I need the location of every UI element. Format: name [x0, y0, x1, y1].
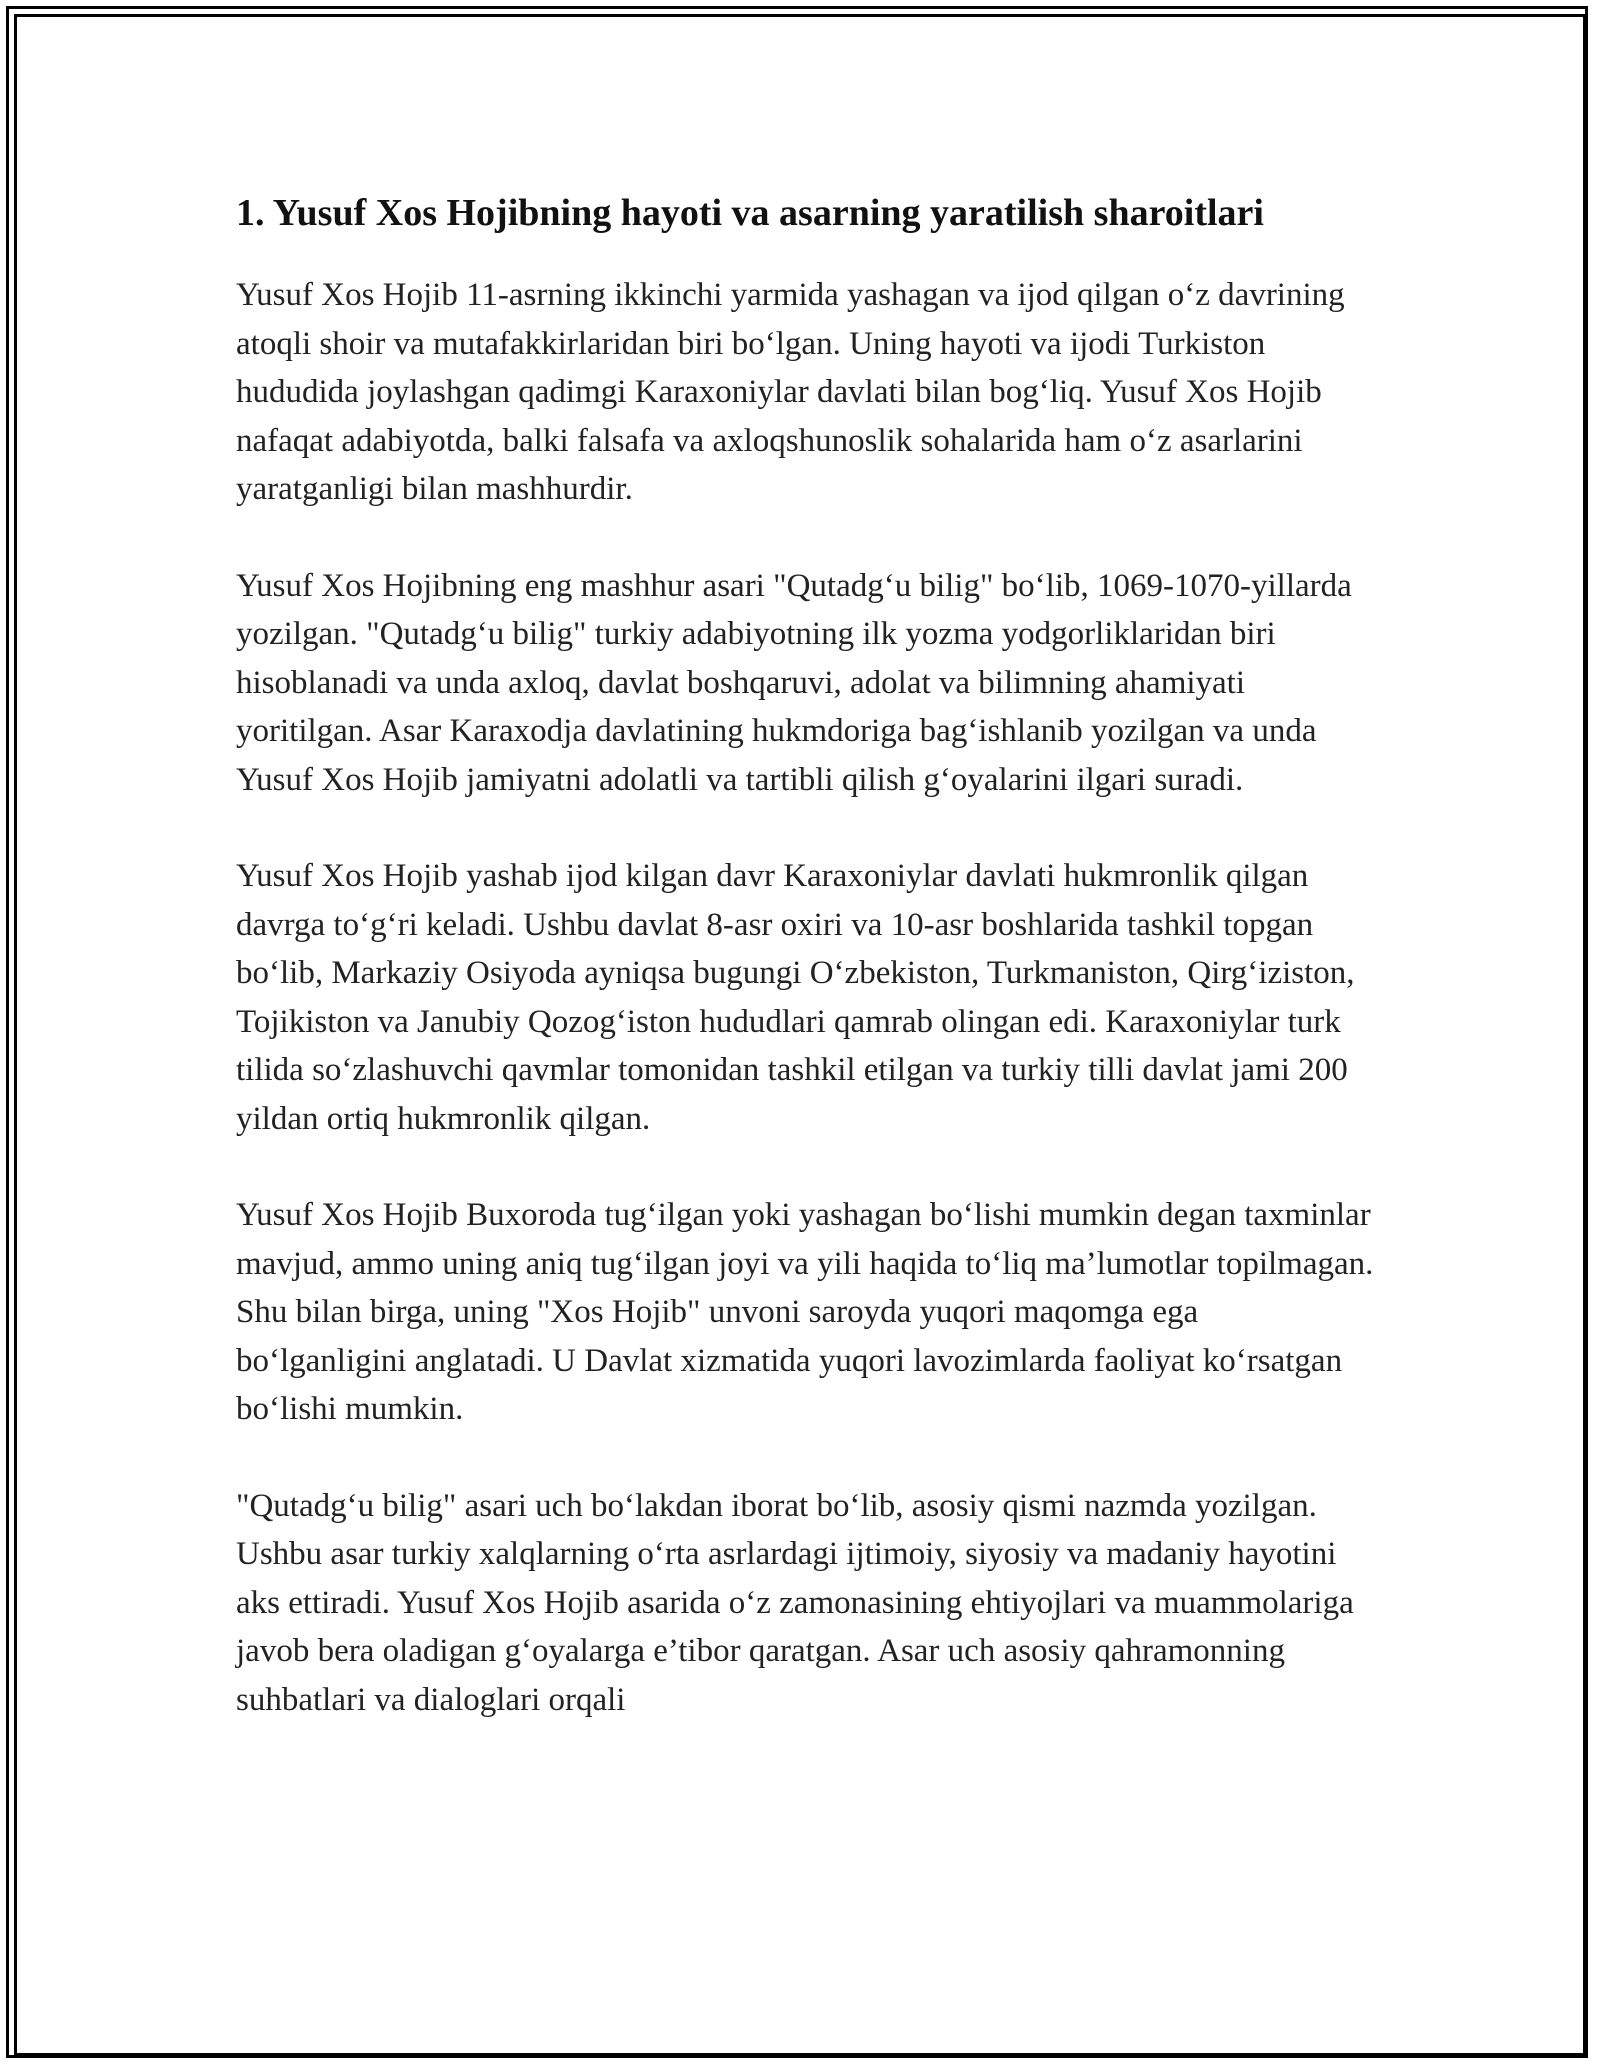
section-heading: 1. Yusuf Xos Hojibning hayoti va asarning yaratilish sharoitlari	[236, 192, 1264, 234]
paragraph-5: "Qutadg‘u bilig" asari uch bo‘lakdan iborat bo‘lib, asosiy qismi nazmda yozilgan. Ushbu asar turkiy xalqlarning o‘rta asrlardagi ijtimoiy, siyosiy va madaniy hayotini aks ettiradi. Yusuf Xos Hojib asarida o‘z zamonasining ehtiyojlari va muammolariga javob bera oladigan g‘oyalarga e’tibor qaratgan. Asar uch asosiy qahramonning suhbatlari va dialoglari orqali	[236, 1487, 1354, 1718]
paragraph-3: Yusuf Xos Hojib yashab ijod kilgan davr Karaxoniylar davlati hukmronlik qilgan davrga to‘g‘ri keladi. Ushbu davlat 8-asr oxiri va 10-asr boshlarida tashkil topgan bo‘lib, Markaziy Osiyoda ayniqsa bugungi O‘zbekiston, Turkmaniston, Qirg‘iziston, Tojikiston va Janubiy Qozog‘iston hududlari qamrab olingan edi. Karaxoniylar turk tilida so‘zlashuvchi qavmlar tomonidan tashkil etilgan va turkiy tilli davlat jami 200 yildan ortiq hukmronlik qilgan.	[236, 858, 1355, 1137]
paragraph-1: Yusuf Xos Hojib 11-asrning ikkinchi yarmida yashagan va ijod qilgan o‘z davrining atoqli shoir va mutafakkirlaridan biri bo‘lgan. Uning hayoti va ijodi Turkiston hududida joylashgan qadimgi Karaxoniylar davlati bilan bog‘liq. Yusuf Xos Hojib nafaqat adabiyotda, balki falsafa va axloqshunoslik sohalarida ham o‘z asarlarini yaratganligi bilan mashhurdir.	[236, 277, 1345, 507]
paragraph-4: Yusuf Xos Hojib Buxoroda tug‘ilgan yoki yashagan bo‘lishi mumkin degan taxminlar mavjud, ammo uning aniq tug‘ilgan joyi va yili haqida to‘liq ma’lumotlar topilmagan. Shu bilan birga, uning "Xos Hojib" unvoni saroyda yuqori maqomga ega bo‘lganligini anglatadi. U Davlat xizmatida yuqori lavozimlarda faoliyat ko‘rsatgan bo‘lishi mumkin.	[236, 1197, 1374, 1427]
document-body	[236, 185, 1376, 1772]
paragraph-2: Yusuf Xos Hojibning eng mashhur asari "Qutadg‘u bilig" bo‘lib, 1069-1070-yillarda yozilgan. "Qutadg‘u bilig" turkiy adabiyotning ilk yozma yodgorliklaridan biri hisoblanadi va unda axloq, davlat boshqaruvi, adolat va bilimning ahamiyati yoritilgan. Asar Karaxodja davlatining hukmdoriga bag‘ishlanib yozilgan va unda Yusuf Xos Hojib jamiyatni adolatli va tartibli qilish g‘oyalarini ilgari suradi.	[236, 567, 1352, 798]
